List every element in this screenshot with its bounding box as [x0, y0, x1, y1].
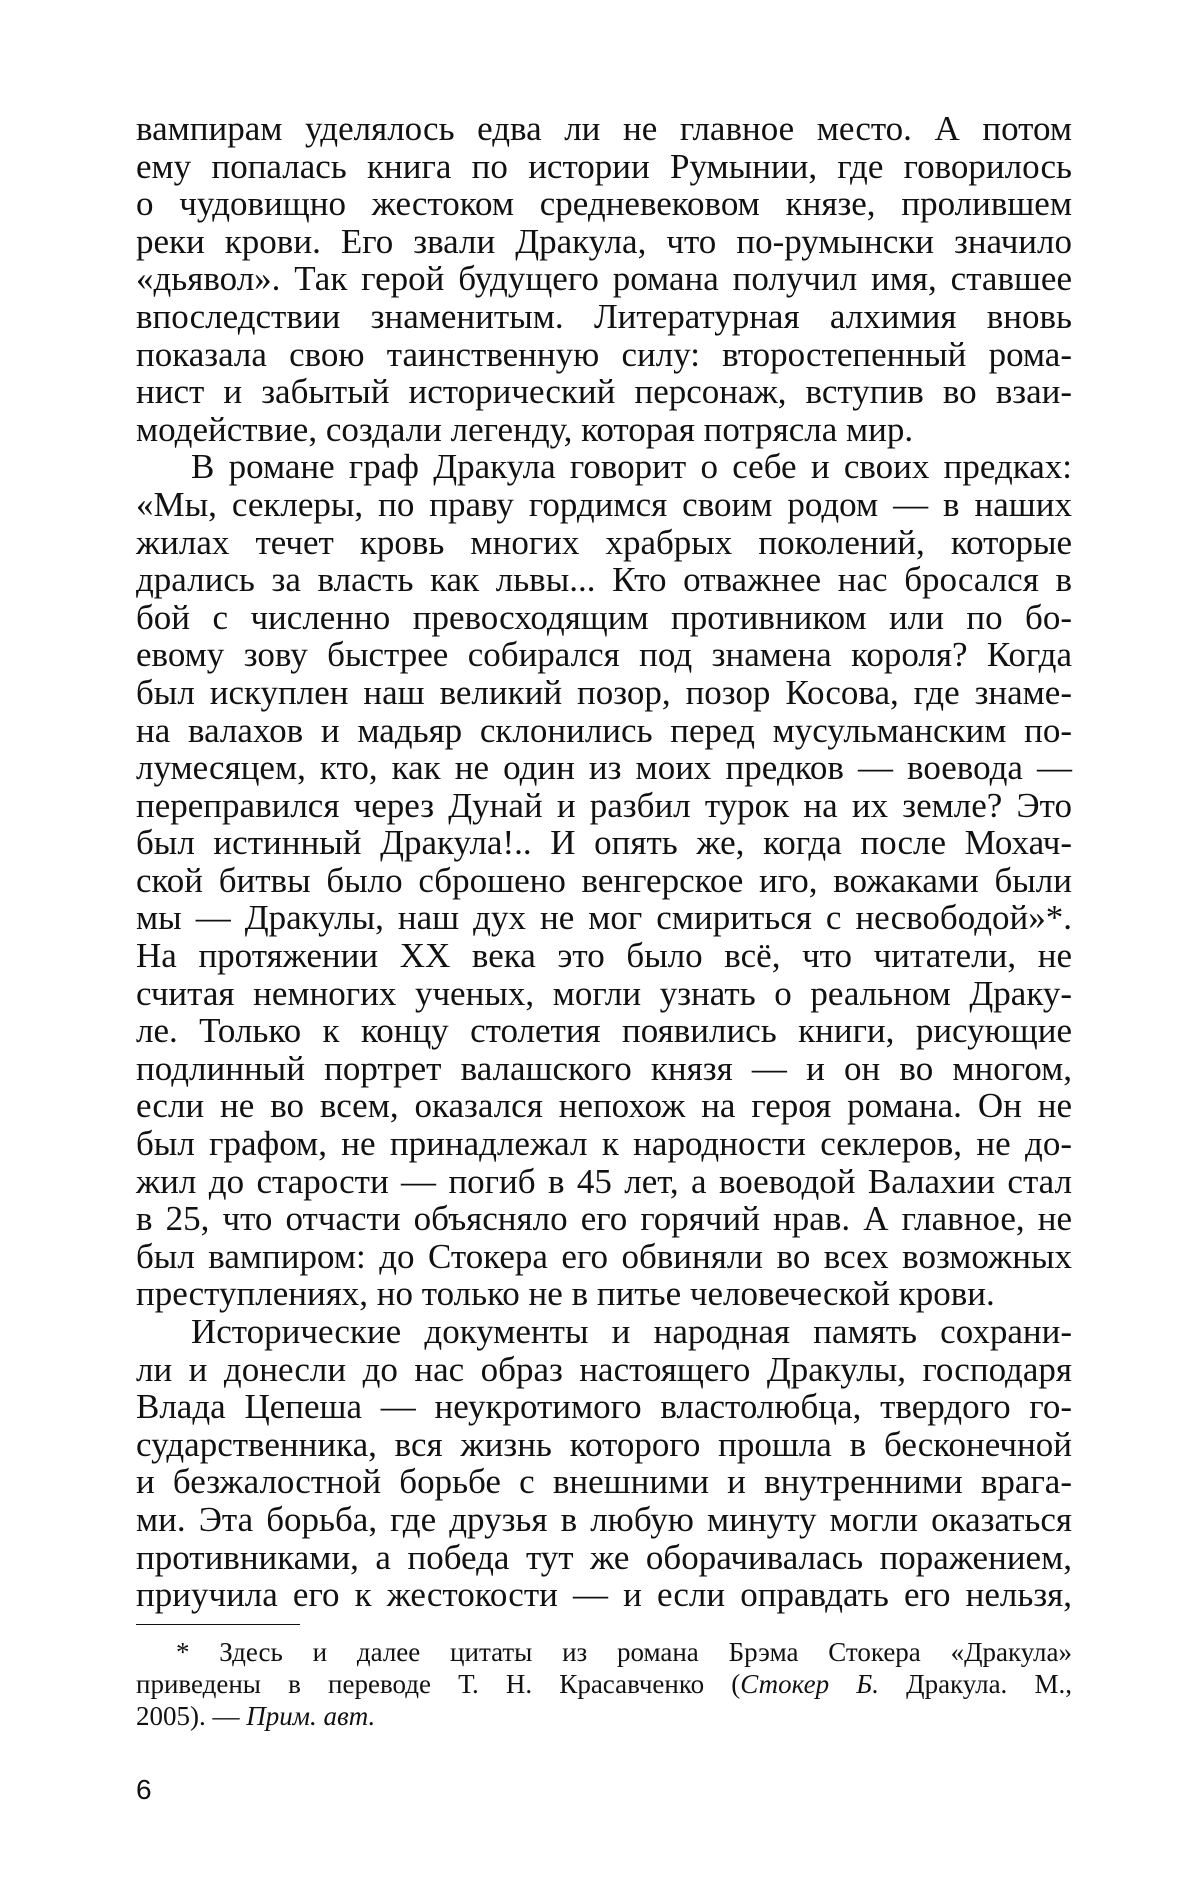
text-line: «дьявол». Так герой будущего романа получил имя, ставшее	[136, 260, 1072, 298]
text-line: В романе граф Дракула говорит о себе и своих предках:	[136, 448, 1072, 486]
footnote-text: Дракула. М.,	[879, 1669, 1072, 1699]
text-line: подлинный портрет валашского князя — и он во многом,	[136, 1050, 1072, 1088]
text-line: жил до старости — погиб в 45 лет, а воеводой Валахии стал	[136, 1163, 1072, 1201]
text-line: был вампиром: до Стокера его обвиняли во всех возможных	[136, 1238, 1072, 1276]
text-line: нист и забытый исторический персонаж, вступив во взаи-	[136, 373, 1072, 411]
text-line: сударственника, вся жизнь которого прошла в бесконечной	[136, 1426, 1072, 1464]
footnote	[136, 1636, 1072, 1732]
text-line: Влада Цепеша — неукротимого властолюбца, твердого го-	[136, 1388, 1072, 1426]
text-line: приучила его к жестокости — и если оправдать его нельзя,	[136, 1576, 1072, 1614]
text-line: бой с численно превосходящим противником или по бо-	[136, 599, 1072, 637]
text-line: и безжалостной борьбе с внешними и внутренними врага-	[136, 1463, 1072, 1501]
text-line: противниками, а победа тут же оборачивалась поражением,	[136, 1539, 1072, 1577]
page-number: 6	[136, 1774, 152, 1806]
text-line: был искуплен наш великий позор, позор Косова, где знаме-	[136, 674, 1072, 712]
text-line: На протяжении XX века это было всё, что читатели, не	[136, 937, 1072, 975]
text-line: о чудовищно жестоком средневековом князе, пролившем	[136, 185, 1072, 223]
text-line: считая немногих ученых, могли узнать о реальном Драку-	[136, 975, 1072, 1013]
footnote-citation-author: Стокер Б.	[740, 1669, 879, 1699]
text-line: жилах течет кровь многих храбрых поколений, которые	[136, 524, 1072, 562]
text-line: преступлениях, но только не в питье человеческой крови.	[136, 1275, 1072, 1313]
footnote-text: 2005). —	[136, 1701, 246, 1731]
text-line: был истинный Дракула!.. И опять же, когда после Мохач-	[136, 824, 1072, 862]
text-line: дрались за власть как львы... Кто отважнее нас бросался в	[136, 561, 1072, 599]
footnote-line	[136, 1668, 1072, 1700]
text-line: в 25, что отчасти объясняло его горячий нрав. А главное, не	[136, 1200, 1072, 1238]
text-line: показала свою таинственную силу: второстепенный рома-	[136, 336, 1072, 374]
text-line: ле. Только к концу столетия появились книги, рисующие	[136, 1012, 1072, 1050]
footnote-divider	[136, 1624, 300, 1625]
text-line: евому зову быстрее собирался под знамена короля? Когда	[136, 636, 1072, 674]
text-line: был графом, не принадлежал к народности секлеров, не до-	[136, 1125, 1072, 1163]
text-line: Исторические документы и народная память сохрани-	[136, 1313, 1072, 1351]
text-line: реки крови. Его звали Дракула, что по-румынски значило	[136, 223, 1072, 261]
text-line: ли и донесли до нас образ настоящего Дракулы, господаря	[136, 1351, 1072, 1389]
text-line: «Мы, секлеры, по праву гордимся своим родом — в наших	[136, 486, 1072, 524]
text-line: ми. Эта борьба, где друзья в любую минуту могли оказаться	[136, 1501, 1072, 1539]
text-line: модействие, создали легенду, которая потрясла мир.	[136, 411, 1072, 449]
text-line: лумесяцем, кто, как не один из моих предков — воевода —	[136, 749, 1072, 787]
main-text	[136, 110, 1072, 1614]
text-line: впоследствии знаменитым. Литературная алхимия вновь	[136, 298, 1072, 336]
footnote-line: * Здесь и далее цитаты из романа Брэма Стокера «Дракула»	[136, 1636, 1072, 1668]
text-line: переправился через Дунай и разбил турок на их земле? Это	[136, 787, 1072, 825]
text-line: если не во всем, оказался непохож на героя романа. Он не	[136, 1087, 1072, 1125]
footnote-text: приведены в переводе Т. Н. Красавченко (	[136, 1669, 740, 1699]
text-line: вампирам уделялось едва ли не главное место. А потом	[136, 110, 1072, 148]
footnote-line	[136, 1700, 1072, 1732]
text-line: на валахов и мадьяр склонились перед мусульманским по-	[136, 712, 1072, 750]
text-line: ской битвы было сброшено венгерское иго, вожаками были	[136, 862, 1072, 900]
footnote-author-note: Прим. авт.	[246, 1701, 375, 1731]
text-line: мы — Дракулы, наш дух не мог смириться с несвободой»*.	[136, 899, 1072, 937]
text-line: ему попалась книга по истории Румынии, где говорилось	[136, 148, 1072, 186]
